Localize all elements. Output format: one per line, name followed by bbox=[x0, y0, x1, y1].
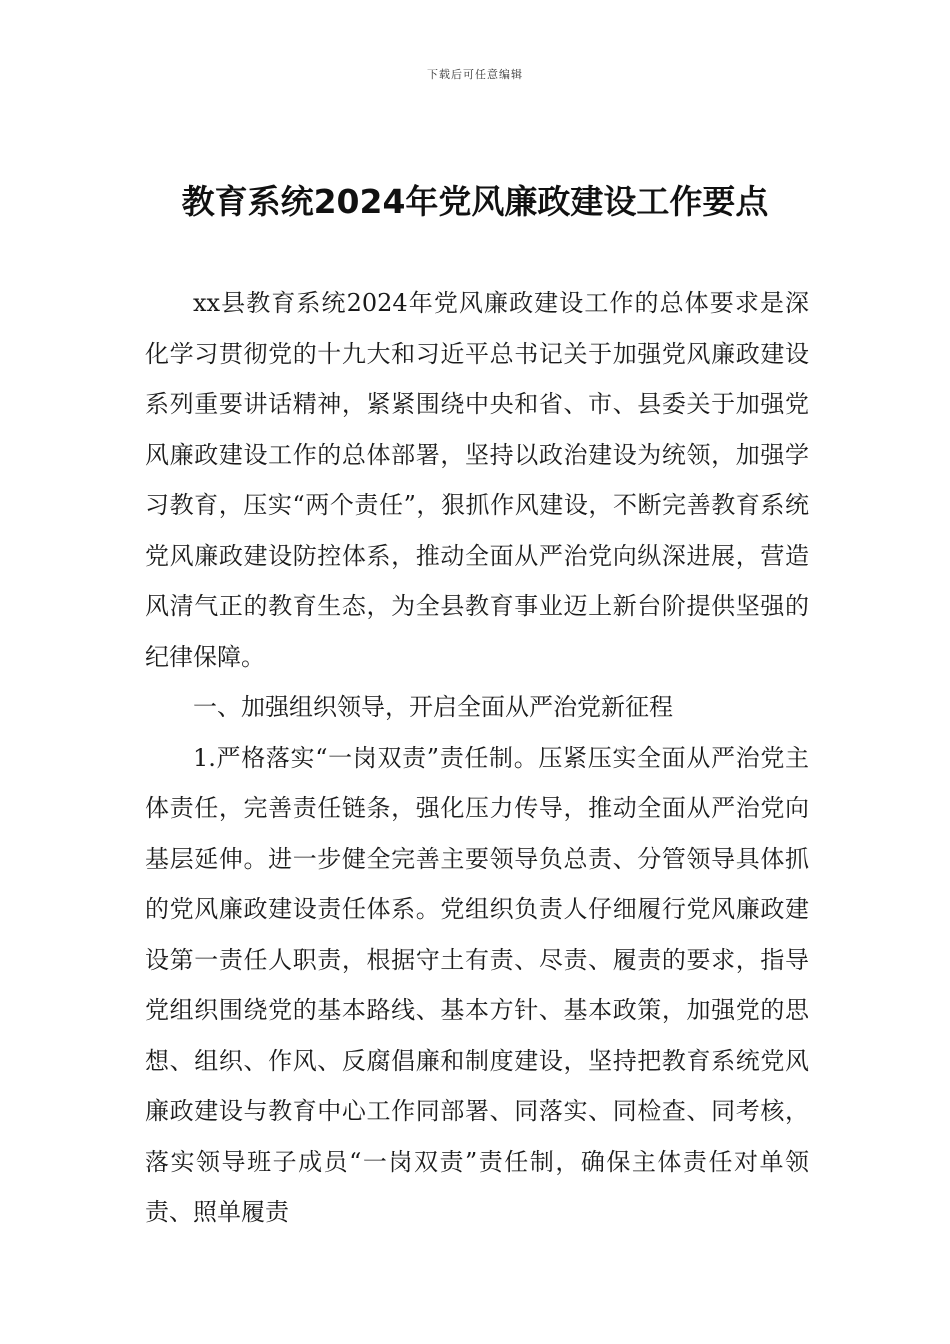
header-note: 下载后可任意编辑 bbox=[427, 68, 523, 81]
paragraph-item-1: 1.严格落实“一岗双责”责任制。压紧压实全面从严治党主体责任，完善责任链条，强化压力传导，推动全面从严治党向基层延伸。进一步健全完善主要领导负总责、分管领导具体抓的党风廉政建设责任体系。党组织负责人仔细履行党风廉政建设第一责任人职责，根据守土有责、尽责、履责的要求，指导党组织围绕党的基本路线、基本方针、基本政策，加强党的思想、组织、作风、反腐倡廉和制度建设，坚持把教育系统党风廉政建设与教育中心工作同部署、同落实、同检查、同考核，落实领导班子成员“一岗双责”责任制，确保主体责任对单领责、照单履责 bbox=[145, 743, 809, 1226]
document-title: 教育系统2024年党风廉政建设工作要点 bbox=[181, 182, 769, 221]
paragraph-intro: xx县教育系统2024年党风廉政建设工作的总体要求是深化学习贯彻党的十九大和习近平总书记关于加强党风廉政建设系列重要讲话精神，紧紧围绕中央和省、市、县委关于加强党风廉政建设工作的总体部署，坚持以政治建设为统领，加强学习教育，压实“两个责任”，狠抓作风建设，不断完善教育系统党风廉政建设防控体系，推动全面从严治党向纵深进展，营造风清气正的教育生态，为全县教育事业迈上新台阶提供坚强的纪律保障。 bbox=[145, 289, 809, 671]
document-body bbox=[145, 278, 809, 1238]
section-heading-1: 一、加强组织领导，开启全面从严治党新征程 bbox=[193, 693, 673, 721]
